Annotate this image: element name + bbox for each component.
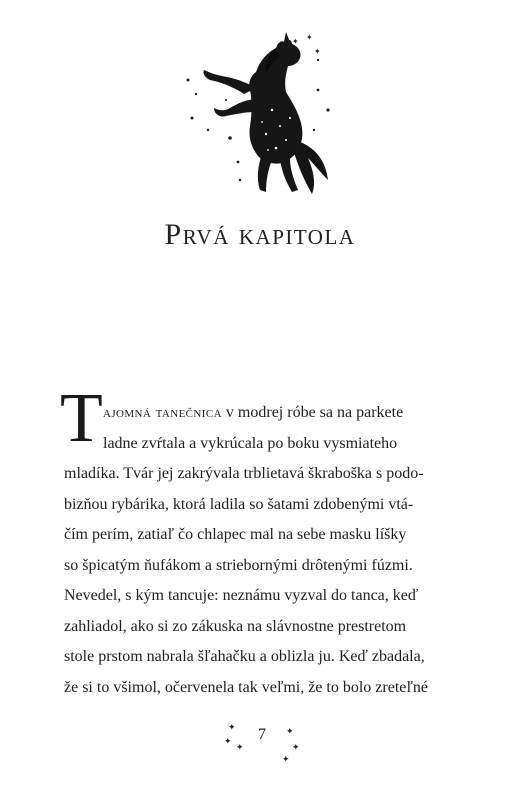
text-line: mladíka. Tvár jej zakrývala trblietavá škraboška s podo- bbox=[64, 465, 424, 482]
drop-cap: T bbox=[60, 380, 103, 457]
text-line: čím perím, zatiaľ čo chlapec mal na sebe masku líšky bbox=[64, 526, 407, 543]
svg-text:✦: ✦ bbox=[292, 37, 299, 46]
svg-text:✦: ✦ bbox=[236, 743, 244, 753]
text-line: Nevedel, s kým tancuje: neznámu vyzval do tanca, keď bbox=[64, 587, 419, 604]
lead-in-small-caps: ajomná tanečnica bbox=[103, 404, 222, 421]
chapter-body-text bbox=[64, 398, 464, 703]
svg-text:✦: ✦ bbox=[286, 727, 294, 737]
svg-text:✦: ✦ bbox=[306, 33, 313, 42]
text-line: bizňou rybárika, ktorá ladila so šatami zdobenými vtá- bbox=[64, 495, 414, 513]
line-1-text: v modrej róbe sa na parkete bbox=[221, 404, 404, 421]
text-line: zahliadol, ako si zo zákuska na slávnostne prestretom bbox=[64, 617, 407, 635]
svg-text:✦: ✦ bbox=[314, 47, 321, 56]
svg-text:✦: ✦ bbox=[224, 737, 232, 747]
text-line: ladne zvŕtala a vykrúcala po boku vysmiateho bbox=[103, 434, 398, 452]
page-footer bbox=[212, 712, 312, 772]
svg-text:✦: ✦ bbox=[282, 755, 290, 765]
text-line: so špicatým ňufákom a striebornými drôtenými fúzmi. bbox=[64, 556, 413, 574]
svg-text:✦: ✦ bbox=[228, 723, 236, 733]
chapter-title: Prvá kapitola bbox=[164, 218, 356, 251]
text-line-1 bbox=[64, 398, 464, 429]
page-number: 7 bbox=[258, 726, 266, 743]
text-line: stole prstom nabrala šľahačku a oblizla ju. Keď zbadala, bbox=[64, 648, 425, 665]
svg-text:✦: ✦ bbox=[292, 743, 300, 753]
text-line: že si to všimol, očervenela tak veľmi, že to bolo zreteľné bbox=[64, 678, 428, 696]
rearing-horse-icon bbox=[168, 30, 348, 200]
